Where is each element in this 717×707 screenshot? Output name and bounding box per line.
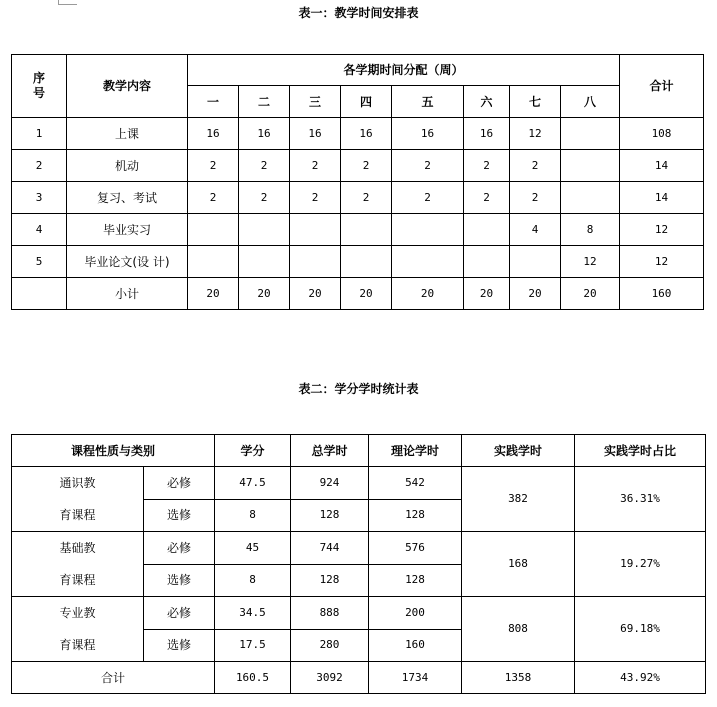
seq-cell: 4: [12, 214, 67, 246]
practice-hours-cell: 382: [462, 467, 575, 532]
header-distribution: 各学期时间分配（周）: [188, 55, 620, 86]
total-label-cell: 合计: [12, 662, 215, 694]
practice-ratio-cell: 19.27%: [575, 532, 706, 597]
seq-cell: 5: [12, 246, 67, 278]
course-type-cell: 选修: [144, 629, 215, 662]
semester-value-cell: 12: [510, 118, 561, 150]
course-type-cell: 必修: [144, 467, 215, 500]
total-hours-cell: 128: [291, 564, 369, 597]
total-practice-ratio-cell: 43.92%: [575, 662, 706, 694]
credits-cell: 17.5: [215, 629, 291, 662]
header-practice-ratio: 实践学时占比: [575, 435, 706, 467]
total-cell: 14: [620, 150, 704, 182]
header-credits: 学分: [215, 435, 291, 467]
header-seq: [12, 55, 67, 118]
semester-value-cell: [510, 246, 561, 278]
table-row: [12, 118, 704, 150]
semester-value-cell: [239, 246, 290, 278]
header-category: 课程性质与类别: [12, 435, 215, 467]
semester-value-cell: [188, 246, 239, 278]
theory-hours-cell: 128: [369, 564, 462, 597]
semester-value-cell: [290, 214, 341, 246]
table-row: [12, 532, 706, 565]
header-content: 教学内容: [67, 55, 188, 118]
semester-value-cell: 2: [239, 182, 290, 214]
semester-value-cell: 20: [239, 278, 290, 310]
table-row: [12, 182, 704, 214]
header-seq-text: 序号: [32, 71, 45, 100]
header-semester: 一: [188, 86, 239, 118]
semester-value-cell: 2: [188, 182, 239, 214]
course-type-cell: 选修: [144, 564, 215, 597]
semester-value-cell: 20: [188, 278, 239, 310]
total-hours-cell: 924: [291, 467, 369, 500]
semester-value-cell: 2: [510, 182, 561, 214]
semester-value-cell: [464, 246, 510, 278]
category-cell: [12, 532, 144, 597]
category-line1: 专业教: [59, 606, 96, 620]
content-cell: 小计: [67, 278, 188, 310]
header-total-hours: 总学时: [291, 435, 369, 467]
semester-value-cell: 20: [392, 278, 464, 310]
semester-value-cell: 20: [290, 278, 341, 310]
semester-value-cell: 20: [341, 278, 392, 310]
total-hours-cell: 280: [291, 629, 369, 662]
total-cell: 160: [620, 278, 704, 310]
seq-cell: 2: [12, 150, 67, 182]
semester-value-cell: 2: [510, 150, 561, 182]
total-practice-hours-cell: 1358: [462, 662, 575, 694]
total-hours-cell: 888: [291, 597, 369, 630]
practice-hours-cell: 168: [462, 532, 575, 597]
table-row: [12, 246, 704, 278]
semester-value-cell: [392, 246, 464, 278]
header-semester: 二: [239, 86, 290, 118]
semester-value-cell: 16: [341, 118, 392, 150]
teaching-schedule-table: [11, 54, 704, 310]
table1-title: 表一：教学时间安排表: [298, 6, 419, 20]
semester-value-cell: [341, 214, 392, 246]
total-cell: 14: [620, 182, 704, 214]
header-practice-hours: 实践学时: [462, 435, 575, 467]
header-semester: 五: [392, 86, 464, 118]
table-row-total: [12, 662, 706, 694]
semester-value-cell: 2: [290, 182, 341, 214]
semester-value-cell: 2: [464, 182, 510, 214]
semester-value-cell: [239, 214, 290, 246]
theory-hours-cell: 160: [369, 629, 462, 662]
credits-cell: 47.5: [215, 467, 291, 500]
content-cell: 毕业实习: [67, 214, 188, 246]
semester-value-cell: 16: [464, 118, 510, 150]
content-cell: 机动: [67, 150, 188, 182]
course-type-cell: 必修: [144, 597, 215, 630]
category-line1: 通识教: [59, 476, 96, 490]
semester-value-cell: 4: [510, 214, 561, 246]
course-type-cell: 选修: [144, 499, 215, 532]
header-total: 合计: [620, 55, 704, 118]
semester-value-cell: 2: [392, 150, 464, 182]
semester-value-cell: [561, 182, 620, 214]
category-line2: 育课程: [59, 638, 96, 652]
semester-value-cell: 2: [341, 182, 392, 214]
semester-value-cell: 16: [239, 118, 290, 150]
table-row: [12, 467, 706, 500]
credits-cell: 8: [215, 499, 291, 532]
semester-value-cell: 20: [464, 278, 510, 310]
semester-value-cell: 20: [510, 278, 561, 310]
theory-hours-cell: 128: [369, 499, 462, 532]
semester-value-cell: 20: [561, 278, 620, 310]
category-cell: [12, 597, 144, 662]
semester-value-cell: [188, 214, 239, 246]
credit-hours-table: [11, 434, 706, 694]
table-row: [12, 597, 706, 630]
semester-value-cell: 16: [392, 118, 464, 150]
total-cell: 12: [620, 246, 704, 278]
semester-value-cell: 2: [239, 150, 290, 182]
practice-ratio-cell: 36.31%: [575, 467, 706, 532]
content-cell: 复习、考试: [67, 182, 188, 214]
theory-hours-cell: 542: [369, 467, 462, 500]
semester-value-cell: [290, 246, 341, 278]
header-semester: 三: [290, 86, 341, 118]
table-row: [12, 278, 704, 310]
semester-value-cell: 2: [290, 150, 341, 182]
category-line2: 育课程: [59, 508, 96, 522]
semester-value-cell: 16: [188, 118, 239, 150]
table-row: [12, 150, 704, 182]
semester-value-cell: 2: [341, 150, 392, 182]
total-credits-cell: 160.5: [215, 662, 291, 694]
semester-value-cell: [392, 214, 464, 246]
total-theory-hours-cell: 1734: [369, 662, 462, 694]
credits-cell: 8: [215, 564, 291, 597]
semester-value-cell: 2: [188, 150, 239, 182]
seq-cell: [12, 278, 67, 310]
semester-value-cell: 2: [464, 150, 510, 182]
header-semester: 四: [341, 86, 392, 118]
theory-hours-cell: 200: [369, 597, 462, 630]
seq-cell: 1: [12, 118, 67, 150]
content-cell: 毕业论文(设 计): [67, 246, 188, 278]
category-cell: [12, 467, 144, 532]
semester-value-cell: 12: [561, 246, 620, 278]
category-line2: 育课程: [59, 573, 96, 587]
semester-value-cell: 2: [392, 182, 464, 214]
semester-value-cell: [561, 118, 620, 150]
header-theory-hours: 理论学时: [369, 435, 462, 467]
practice-ratio-cell: 69.18%: [575, 597, 706, 662]
total-cell: 12: [620, 214, 704, 246]
credits-cell: 45: [215, 532, 291, 565]
semester-value-cell: [341, 246, 392, 278]
total-hours-cell: 744: [291, 532, 369, 565]
semester-value-cell: [464, 214, 510, 246]
header-semester: 七: [510, 86, 561, 118]
theory-hours-cell: 576: [369, 532, 462, 565]
course-type-cell: 必修: [144, 532, 215, 565]
total-hours-cell: 128: [291, 499, 369, 532]
table-row: [12, 214, 704, 246]
seq-cell: 3: [12, 182, 67, 214]
header-semester: 八: [561, 86, 620, 118]
header-semester: 六: [464, 86, 510, 118]
content-cell: 上课: [67, 118, 188, 150]
total-cell: 108: [620, 118, 704, 150]
category-line1: 基础教: [59, 541, 96, 555]
semester-value-cell: [561, 150, 620, 182]
total-total-hours-cell: 3092: [291, 662, 369, 694]
semester-value-cell: 16: [290, 118, 341, 150]
credits-cell: 34.5: [215, 597, 291, 630]
practice-hours-cell: 808: [462, 597, 575, 662]
semester-value-cell: 8: [561, 214, 620, 246]
table2-title: 表二：学分学时统计表: [298, 382, 419, 396]
